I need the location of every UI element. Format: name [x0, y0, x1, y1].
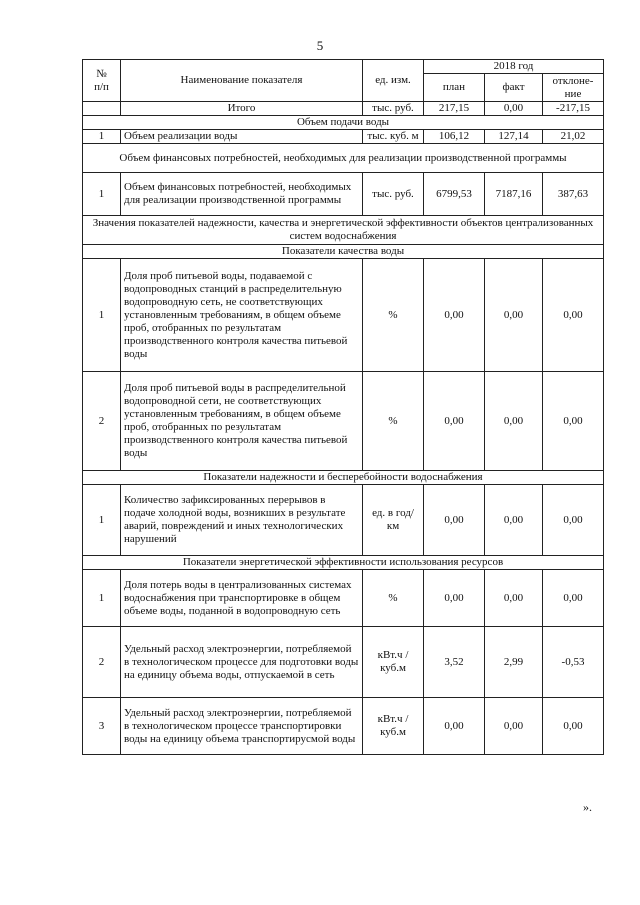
row-name: Доля проб питьевой воды, подаваемой с водопроводных станций в распределительную водопроводную сеть, не соответствующих установленным требованиям, в общем объеме проб, отобранных по результатам производственного контроля качества питьевой воды — [121, 259, 363, 372]
row-num: 1 — [83, 173, 121, 216]
total-name: Итого — [121, 102, 363, 116]
row-fact: 0,00 — [485, 372, 543, 471]
row-dev: 0,00 — [543, 372, 604, 471]
row-dev: 21,02 — [543, 130, 604, 144]
row-unit: кВт.ч / куб.м — [363, 698, 424, 755]
row-fact: 0,00 — [485, 698, 543, 755]
row-dev: 0,00 — [543, 570, 604, 627]
row-dev: 387,63 — [543, 173, 604, 216]
supply-row — [83, 130, 604, 144]
total-unit: тыс. руб. — [363, 102, 424, 116]
section-title: Объем подачи воды — [83, 116, 604, 130]
energy-row-2 — [83, 627, 604, 698]
section-title: Объем финансовых потребностей, необходимых для реализации производственной программы — [83, 144, 604, 173]
row-name: Объем реализации воды — [121, 130, 363, 144]
row-plan: 0,00 — [424, 698, 485, 755]
energy-row-1 — [83, 570, 604, 627]
row-unit: тыс. руб. — [363, 173, 424, 216]
row-plan: 0,00 — [424, 570, 485, 627]
total-dev: -217,15 — [543, 102, 604, 116]
section-quality — [83, 245, 604, 259]
header-plan: план — [424, 74, 485, 102]
header-fact: факт — [485, 74, 543, 102]
section-title: Значения показателей надежности, качества и энергетической эффективности объектов централизованных систем водоснабжения — [83, 216, 604, 245]
row-plan: 3,52 — [424, 627, 485, 698]
row-plan: 0,00 — [424, 372, 485, 471]
row-fact: 0,00 — [485, 259, 543, 372]
row-name: Доля проб питьевой воды в распределительной водопроводной сети, не соответствующих установленным требованиям, в общем объеме проб, отобранных по результатам производственного контроля качества питьевой воды — [121, 372, 363, 471]
row-fact: 2,99 — [485, 627, 543, 698]
header-unit: ед. изм. — [363, 60, 424, 102]
quality-row-1 — [83, 259, 604, 372]
row-unit: % — [363, 570, 424, 627]
page-number: 5 — [316, 38, 324, 53]
section-energy — [83, 556, 604, 570]
row-name: Удельный расход электроэнергии, потребляемой в технологическом процессе транспортировки воды на единицу объема транспортирусмой воды — [121, 698, 363, 755]
reliability-row — [83, 485, 604, 556]
row-name: Удельный расход электроэнергии, потребляемой в технологическом процессе для подготовки воды на единицу объема воды, отпускаемой в сеть — [121, 627, 363, 698]
row-fact: 127,14 — [485, 130, 543, 144]
row-num: 1 — [83, 570, 121, 627]
section-supply — [83, 116, 604, 130]
section-indicators — [83, 216, 604, 245]
row-name: Объем финансовых потребностей, необходимых для реализации производственной программы — [121, 173, 363, 216]
row-dev: 0,00 — [543, 698, 604, 755]
row-num: 1 — [83, 485, 121, 556]
row-unit: кВт.ч / куб.м — [363, 627, 424, 698]
energy-row-3 — [83, 698, 604, 755]
header-name: Наименование показателя — [121, 60, 363, 102]
indicators-table — [82, 59, 604, 755]
section-title: Показатели надежности и бесперебойности водоснабжения — [83, 471, 604, 485]
row-plan: 106,12 — [424, 130, 485, 144]
row-dev: -0,53 — [543, 627, 604, 698]
row-name: Доля потерь воды в централизованных системах водоснабжения при транспортировке в общем объеме воды, поданной в водопроводную сеть — [121, 570, 363, 627]
total-fact: 0,00 — [485, 102, 543, 116]
section-finance — [83, 144, 604, 173]
section-title: Показатели энергетической эффективности использования ресурсов — [83, 556, 604, 570]
finance-row — [83, 173, 604, 216]
closing-mark: ». — [583, 800, 592, 814]
row-fact: 0,00 — [485, 485, 543, 556]
row-unit: % — [363, 259, 424, 372]
row-fact: 0,00 — [485, 570, 543, 627]
row-num: 1 — [83, 130, 121, 144]
row-num: 2 — [83, 372, 121, 471]
total-plan: 217,15 — [424, 102, 485, 116]
section-title: Показатели качества воды — [83, 245, 604, 259]
row-name: Количество зафиксированных перерывов в подаче холодной воды, возникших в результате аварий, повреждений и иных технологических нарушений — [121, 485, 363, 556]
row-fact: 7187,16 — [485, 173, 543, 216]
header-year: 2018 год — [424, 60, 604, 74]
section-reliability — [83, 471, 604, 485]
header-num: № п/п — [83, 60, 121, 102]
row-unit: ед. в год/ км — [363, 485, 424, 556]
row-plan: 0,00 — [424, 485, 485, 556]
row-dev: 0,00 — [543, 485, 604, 556]
row-num: 3 — [83, 698, 121, 755]
row-unit: % — [363, 372, 424, 471]
header-row-1 — [83, 60, 604, 74]
row-num: 1 — [83, 259, 121, 372]
row-plan: 6799,53 — [424, 173, 485, 216]
quality-row-2 — [83, 372, 604, 471]
header-dev: отклоне- ние — [543, 74, 604, 102]
row-unit: тыс. куб. м — [363, 130, 424, 144]
row-plan: 0,00 — [424, 259, 485, 372]
row-dev: 0,00 — [543, 259, 604, 372]
total-row — [83, 102, 604, 116]
row-num: 2 — [83, 627, 121, 698]
